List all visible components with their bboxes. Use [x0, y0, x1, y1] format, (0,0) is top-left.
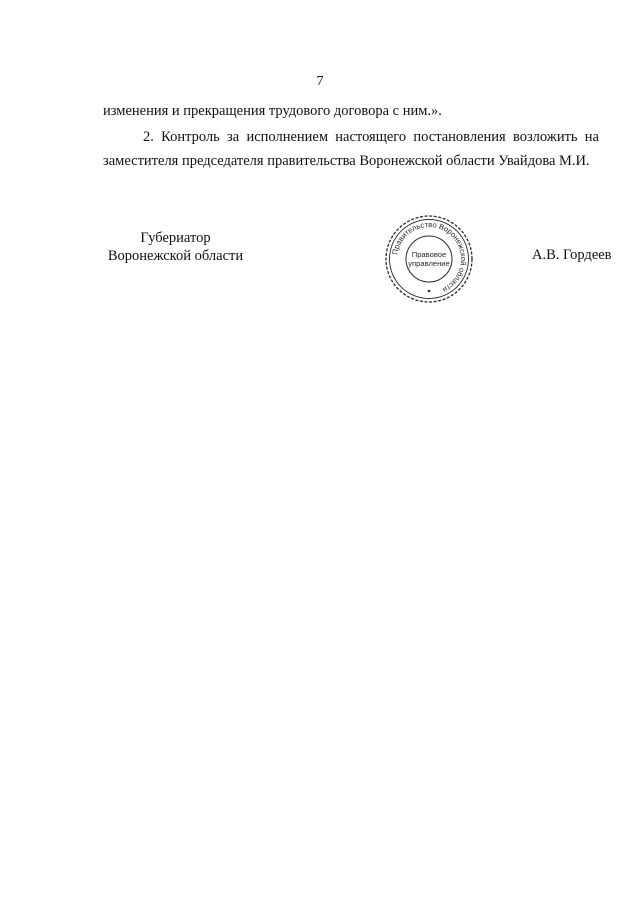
signature-title-line2: Воронежской области: [107, 248, 244, 264]
seal-center-line1: Правовое: [411, 250, 447, 259]
seal-center-line2: управление: [408, 259, 450, 268]
paragraph-control-clause: 2. Контроль за исполнением настоящего постановления возложить на заместителя председателя правительства Воронежской области Увайдова М.И.: [103, 129, 599, 169]
paragraph-continuation: изменения и прекращения трудового договора с ним.».: [103, 103, 442, 119]
seal-ring-textpath: Правительство Воронежской области: [390, 219, 469, 295]
official-seal-stamp: [383, 213, 475, 305]
signatory-name: А.В. Гордеев: [532, 247, 612, 263]
page-number: 7: [316, 74, 324, 89]
signature-block-title: [103, 229, 248, 265]
signature-title-line1: Губериатор: [140, 230, 211, 246]
seal-dot-icon: [428, 290, 431, 293]
